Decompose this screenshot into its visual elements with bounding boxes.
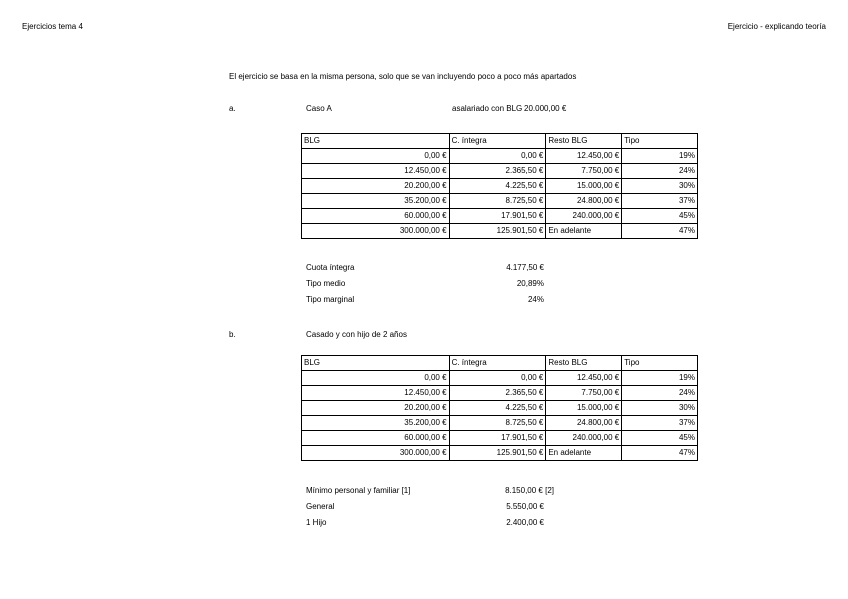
table-row [302, 371, 698, 386]
table-header-row [302, 356, 698, 371]
table-cell: 125.901,50 € [449, 224, 546, 239]
table-cell: 300.000,00 € [302, 224, 450, 239]
table-cell: 24.800,00 € [546, 416, 622, 431]
summary-value: 5.550,00 € [506, 502, 544, 511]
table-cell: 12.450,00 € [302, 164, 450, 179]
table-cell: 30% [622, 179, 698, 194]
table-cell: 17.901,50 € [449, 209, 546, 224]
column-header: C. íntegra [449, 134, 546, 149]
section-b-title: Casado y con hijo de 2 años [306, 330, 407, 339]
summary-value: 4.177,50 € [506, 263, 544, 272]
table-cell: 45% [622, 209, 698, 224]
table-cell: En adelante [546, 224, 622, 239]
section-b-letter: b. [229, 330, 236, 339]
table-row [302, 209, 698, 224]
section-a-title: Caso A [306, 104, 332, 113]
tax-brackets-table-b [301, 355, 698, 461]
intro-text: El ejercicio se basa en la misma persona, solo que se van incluyendo poco a poco más apartados [229, 72, 577, 81]
table-cell: 12.450,00 € [546, 149, 622, 164]
table-row [302, 194, 698, 209]
table-cell: 35.200,00 € [302, 416, 450, 431]
section-a-letter: a. [229, 104, 236, 113]
table-cell: 240.000,00 € [546, 209, 622, 224]
table-row [302, 401, 698, 416]
table-row [302, 386, 698, 401]
table-cell: 47% [622, 446, 698, 461]
summary-value: 20,89% [516, 279, 544, 288]
column-header: BLG [302, 134, 450, 149]
table-cell: 20.200,00 € [302, 179, 450, 194]
table-cell: 47% [622, 224, 698, 239]
table-cell: 24% [622, 386, 698, 401]
table-cell: 7.750,00 € [546, 164, 622, 179]
table-row [302, 224, 698, 239]
table-cell: 4.225,50 € [449, 401, 546, 416]
table-cell: 0,00 € [449, 149, 546, 164]
column-header: BLG [302, 356, 450, 371]
column-header: C. íntegra [449, 356, 546, 371]
section-a-desc: asalariado con BLG [452, 104, 523, 113]
summary-label: Cuota íntegra [306, 263, 355, 272]
table-cell: 15.000,00 € [546, 401, 622, 416]
table-cell: 2.365,50 € [449, 164, 546, 179]
table-row [302, 446, 698, 461]
table-cell: 125.901,50 € [449, 446, 546, 461]
header-right: Ejercicio - explicando teoría [727, 22, 826, 31]
table-cell: 0,00 € [449, 371, 546, 386]
table-row [302, 416, 698, 431]
table-cell: 0,00 € [302, 149, 450, 164]
table-row [302, 179, 698, 194]
table-cell: 35.200,00 € [302, 194, 450, 209]
table-cell: 19% [622, 371, 698, 386]
column-header: Resto BLG [546, 356, 622, 371]
table-row [302, 149, 698, 164]
summary-label: Tipo medio [306, 279, 346, 288]
table-cell: 60.000,00 € [302, 209, 450, 224]
table-cell: 12.450,00 € [302, 386, 450, 401]
column-header: Tipo [622, 134, 698, 149]
summary-value: 24% [527, 295, 544, 304]
table-cell: 24% [622, 164, 698, 179]
table-cell: 4.225,50 € [449, 179, 546, 194]
summary-label: Mínimo personal y familiar [1] [306, 486, 411, 495]
table-cell: 60.000,00 € [302, 431, 450, 446]
table-cell: En adelante [546, 446, 622, 461]
table-header-row [302, 134, 698, 149]
table-cell: 2.365,50 € [449, 386, 546, 401]
table-cell: 30% [622, 401, 698, 416]
table-cell: 7.750,00 € [546, 386, 622, 401]
column-header: Tipo [622, 356, 698, 371]
summary-value: 2.400,00 € [506, 518, 544, 527]
summary-label: 1 Hijo [306, 518, 327, 527]
summary-label: General [306, 502, 335, 511]
table-cell: 8.725,50 € [449, 416, 546, 431]
table-cell: 19% [622, 149, 698, 164]
header-left: Ejercicios tema 4 [22, 22, 83, 31]
column-header: Resto BLG [546, 134, 622, 149]
table-cell: 37% [622, 194, 698, 209]
table-cell: 24.800,00 € [546, 194, 622, 209]
table-cell: 240.000,00 € [546, 431, 622, 446]
table-cell: 37% [622, 416, 698, 431]
table-cell: 0,00 € [302, 371, 450, 386]
table-cell: 12.450,00 € [546, 371, 622, 386]
table-cell: 300.000,00 € [302, 446, 450, 461]
summary-label: Tipo marginal [306, 295, 355, 304]
table-row [302, 431, 698, 446]
table-cell: 45% [622, 431, 698, 446]
tax-brackets-table-a [301, 133, 698, 239]
table-cell: 8.725,50 € [449, 194, 546, 209]
table-cell: 20.200,00 € [302, 401, 450, 416]
summary-value: 8.150,00 € [2] [505, 486, 554, 495]
table-cell: 15.000,00 € [546, 179, 622, 194]
table-row [302, 164, 698, 179]
section-a-amount: 20.000,00 € [524, 104, 567, 113]
table-cell: 17.901,50 € [449, 431, 546, 446]
